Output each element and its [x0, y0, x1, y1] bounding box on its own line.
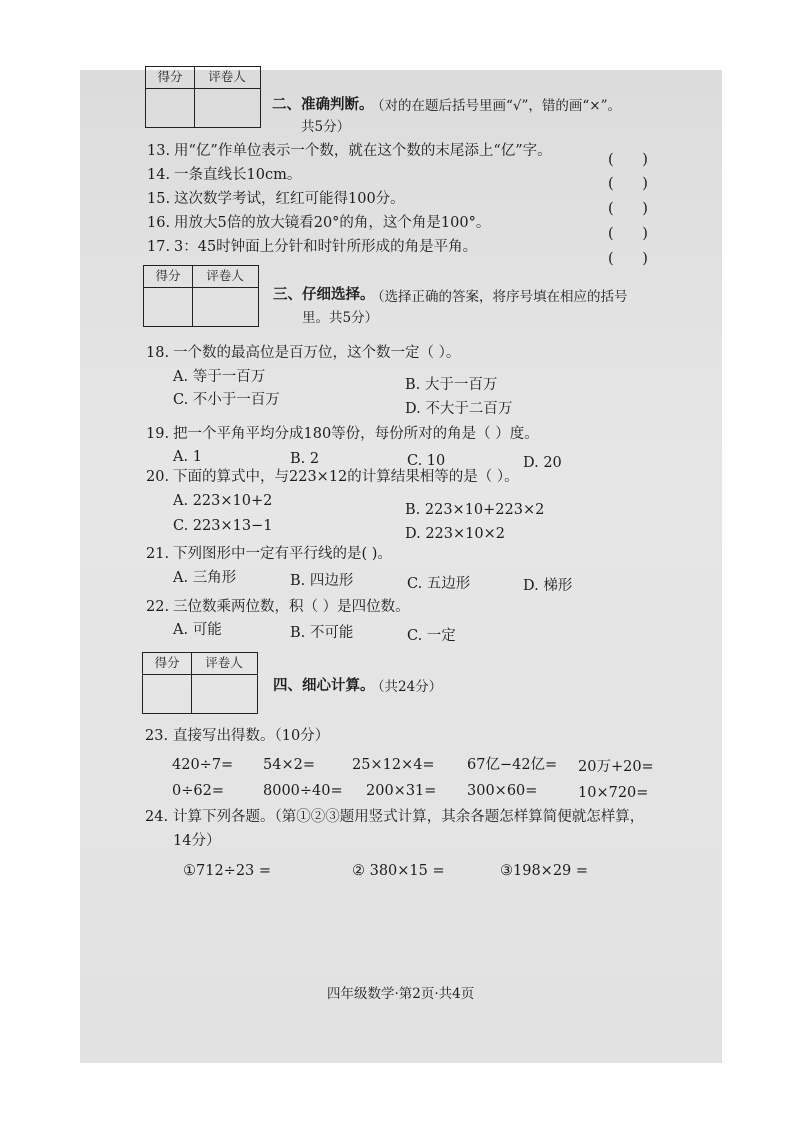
q17-text: 3：45时钟面上分针和时针所形成的角是平角。 — [174, 239, 478, 255]
score-label: 得分 — [154, 655, 180, 670]
q23-text: 直接写出得数。（10分） — [173, 728, 330, 744]
calc-item: 420÷7= — [172, 757, 234, 773]
q22-option-a: A. 可能 — [173, 622, 222, 638]
q20-no: 20. — [146, 469, 170, 485]
calc-item: 67亿−42亿= — [467, 757, 558, 773]
q19-option-c: C. 10 — [407, 453, 446, 469]
q22-option-b: B. 不可能 — [290, 625, 354, 641]
q15-no: 15. — [147, 191, 171, 207]
calc-item: 8000÷40= — [263, 783, 343, 799]
q21-option-a: A. 三角形 — [173, 570, 237, 586]
section4-title: 四、细心计算。 — [273, 677, 375, 694]
section3-desc: （选择正确的答案，将序号填在相应的括号 — [371, 289, 628, 305]
q20-option-a: A. 223×10+2 — [173, 493, 273, 509]
q22-no: 22. — [146, 599, 170, 615]
grader-label: 评卷人 — [205, 655, 243, 670]
q20-option-c: C. 223×13−1 — [173, 518, 273, 534]
q24-text2: 14分） — [173, 833, 221, 849]
q14-text: 一条直线长10cm。 — [174, 167, 302, 183]
score-label: 得分 — [157, 69, 183, 84]
q18-option-b: B. 大于一百万 — [405, 377, 498, 393]
answer-paren: ( ) — [608, 226, 660, 242]
calc-item: 0÷62= — [172, 783, 224, 799]
q24-no: 24. — [145, 809, 169, 825]
section3-desc2: 里。共5分） — [302, 310, 379, 326]
q23-no: 23. — [145, 728, 169, 744]
calc-item: 25×12×4= — [352, 757, 435, 773]
q16-text: 用放大5倍的放大镜看20°的角，这个角是100°。 — [174, 215, 491, 231]
calc-item: 300×60= — [467, 783, 538, 799]
section2-desc: （对的在题后括号里画“√”，错的画“×”。 — [371, 98, 622, 114]
answer-paren: ( ) — [608, 201, 660, 217]
q16-no: 16. — [147, 215, 171, 231]
q22-text: 三位数乘两位数，积（ ）是四位数。 — [173, 599, 410, 615]
page-footer: 四年级数学·第2页·共4页 — [327, 986, 475, 1002]
calc-item: 200×31= — [366, 783, 437, 799]
q18-no: 18. — [146, 345, 170, 361]
q21-option-d: D. 梯形 — [523, 578, 573, 594]
q19-text: 把一个平角平均分成180等份，每份所对的角是（ ）度。 — [173, 426, 539, 442]
section2-desc2: 共5分） — [301, 119, 351, 135]
q18-text: 一个数的最高位是百万位，这个数一定（ ）。 — [173, 345, 461, 361]
q19-option-a: A. 1 — [173, 449, 202, 465]
calc-item: 10×720= — [578, 785, 649, 801]
q18-option-c: C. 不小于一百万 — [173, 392, 280, 408]
q21-option-c: C. 五边形 — [407, 576, 471, 592]
q24-text: 计算下列各题。（第①②③题用竖式计算，其余各题怎样算简便就怎样算， — [173, 809, 645, 825]
q13-text: 用“亿”作单位表示一个数，就在这个数的末尾添上“亿”字。 — [174, 143, 552, 159]
vertical-calc-item: ② 380×15 = — [352, 863, 445, 879]
q21-no: 21. — [146, 546, 170, 562]
q21-option-b: B. 四边形 — [290, 573, 354, 589]
section4-desc: （共24分） — [371, 679, 443, 695]
score-box — [143, 265, 259, 327]
grader-label: 评卷人 — [206, 268, 244, 283]
q13-no: 13. — [147, 143, 171, 159]
score-label: 得分 — [155, 268, 181, 283]
q22-option-c: C. 一定 — [407, 628, 456, 644]
calc-item: 20万+20= — [578, 759, 654, 775]
score-box — [142, 652, 258, 714]
q15-text: 这次数学考试，红红可能得100分。 — [174, 191, 405, 207]
section2-title: 二、准确判断。 — [272, 96, 374, 113]
grader-label: 评卷人 — [208, 69, 246, 84]
answer-paren: ( ) — [608, 152, 660, 168]
calc-item: 54×2= — [263, 757, 315, 773]
q17-no: 17. — [147, 239, 171, 255]
vertical-calc-item: ③198×29 = — [500, 863, 589, 879]
q20-text: 下面的算式中，与223×12的计算结果相等的是（ ）。 — [173, 469, 519, 485]
q19-option-d: D. 20 — [523, 455, 562, 471]
q18-option-a: A. 等于一百万 — [173, 369, 266, 385]
answer-paren: ( ) — [608, 251, 660, 267]
q19-no: 19. — [146, 426, 170, 442]
vertical-calc-item: ①712÷23 = — [183, 863, 272, 879]
q20-option-b: B. 223×10+223×2 — [405, 502, 545, 518]
section3-title: 三、仔细选择。 — [273, 286, 375, 303]
q20-option-d: D. 223×10×2 — [405, 526, 505, 542]
answer-paren: ( ) — [608, 176, 660, 192]
q14-no: 14. — [147, 167, 171, 183]
q21-text: 下列图形中一定有平行线的是( )。 — [173, 546, 392, 562]
q18-option-d: D. 不大于二百万 — [405, 401, 513, 417]
score-box — [145, 66, 261, 128]
q19-option-b: B. 2 — [290, 451, 320, 467]
